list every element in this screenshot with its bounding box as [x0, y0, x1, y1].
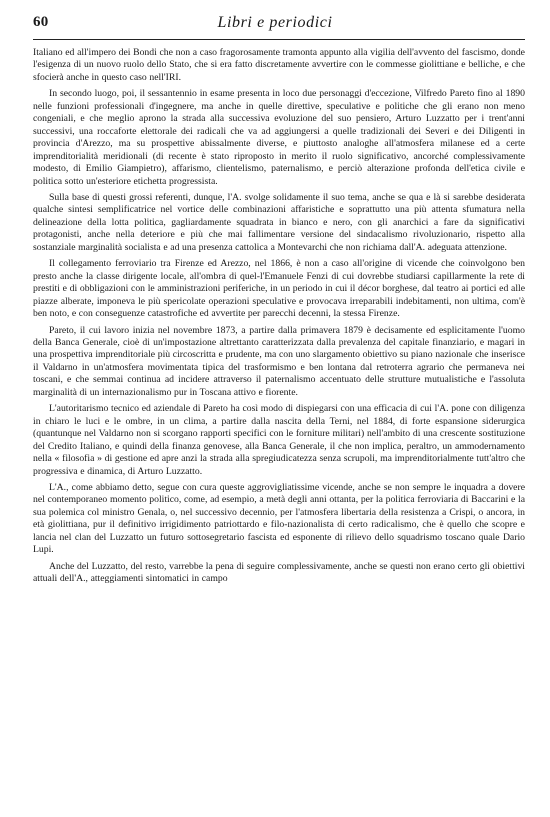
paragraph: L'autoritarismo tecnico ed aziendale di Pareto ha così modo di dispiegarsi con una efficacia di cui l'A. pone con diligenza in chiaro le luci e le ombre, in un clima, a partire dalla nascita della Terni, nel 1884, di forte espansione siderurgica (quantunque nel Valdarno non si scorgano rapporti specifici con le forniture militari) nell'ambito di una crescente sostituzione del Credito Italiano, e quindi della finanza genovese, alla Banca Generale, il che non implica, peraltro, un ammodernamento nella « filosofia » di gestione ed apre anzi la strada alla spregiudicatezza senza scrupoli, ma imprenditorialmente tutt'altro che progressiva e dinamica, di Arturo Luzzatto.: [33, 403, 525, 477]
paragraph: Italiano ed all'impero dei Bondi che non a caso fragorosamente tramonta appunto alla vigilia dell'avvento del fascismo, donde l'esigenza di un nuovo ruolo dello Stato, che si era fatto discretamente avvertire con le commesse giolittiane e belliche, e che sfocierà anche in questo caso nell'IRI.: [33, 47, 525, 83]
paragraph: In secondo luogo, poi, il sessantennio in esame presenta in loco due personaggi d'eccezione, Vilfredo Pareto fino al 1890 nelle funzioni professionali d'ingegnere, ma anche in quelle direttive, speculative e politiche che gli erano non meno congeniali, e che meglio aprono la strada alla successiva evoluzione del suo pensiero, Arturo Luzzatto per i trent'anni successivi, una roccaforte elettorale dei radicali che va ad aggiungersi a quelle tradizionali dei Severi e dei Diligenti in provincia d'Arezzo, ma su prospettive abissalmente diverse, e piuttosto analoghe all'atmosfera milanese ed a certe imprenditorialità meridionali (di recente è stato riproposto in merito il ruolo significativo, ancorché complessivamente modesto, di Emilio Giampietro), affarismo, clientelismo, paternalismo, e perciò alterazione profonda dell'etica civile e politica sotto un'esteriore etichetta progressista.: [33, 88, 525, 187]
paragraph: Anche del Luzzatto, del resto, varrebbe la pena di seguire complessivamente, anche se questi non erano certo gli obiettivi attuali dell'A., atteggiamenti sintomatici in campo: [33, 560, 525, 585]
header-rule: [33, 39, 525, 40]
body-text: [33, 47, 525, 586]
page-number: 60: [33, 14, 49, 30]
running-title: Libri e periodici: [217, 14, 333, 31]
paragraph: Pareto, il cui lavoro inizia nel novembre 1873, a partire dalla primavera 1879 è decisamente ed esplicitamente l'uomo della Banca Generale, cioè di un'impostazione altrettanto caratterizzata dalla prevalenza del capitale finanziario, e magari in una prospettiva imprenditoriale più circoscritta e prudente, ma con uno slargamento obiettivo su piano nazionale che inserisce il Valdarno in un'atmosfera movimentata tipica del trasformismo e ben lontana dal retroterra agrario che permaneva nei toscani, e che semmai continua ad incidere attraverso il paternalismo accentuato delle strutture mutualistiche e l'assoluta marginalità di un internazionalismo pur in Toscana attivo e fiorente.: [33, 324, 525, 398]
paragraph: Il collegamento ferroviario tra Firenze ed Arezzo, nel 1866, è non a caso all'origine di vicende che coinvolgono ben presto anche la classe dirigente locale, all'ombra di quel-l'Emanuele Fenzi di cui dovrebbe studiarsi capillarmente la rete di prestiti e di obbligazioni con le amministrazioni periferiche, in un periodo in cui il décor borghese, dal teatro ai portici ed alle piazze alberate, imponeva le più spericolate operazioni speculative e provocava irreparabili indebitamenti, non ultima, com'è ben noto, e con conseguenze catastrofiche ed avvertite per parecchi decenni, la stessa Firenze.: [33, 258, 525, 320]
paragraph: Sulla base di questi grossi referenti, dunque, l'A. svolge solidamente il suo tema, anche se qua e là si sarebbe desiderata qualche sintesi semplificatrice nel vortice delle combinazioni affaristiche e soprattutto una più attenta sfumatura nella delineazione della lotta politica, gagliardamente squadrata in bianco e nero, con gli anarchici a fare da significativi protagonisti, anche nella deteriore e più che mai fallimentare versione del sindacalismo rivoluzionario, rispetto alla sostanziale marginalità socialista e ad una presenza cattolica a Montevarchi che non richiama dall'A. adeguata attenzione.: [33, 191, 525, 253]
paragraph: L'A., come abbiamo detto, segue con cura queste aggrovigliatissime vicende, anche se non sempre le inquadra a dovere nel contemporaneo momento politico, come, ad esempio, a metà degli anni ottanta, per la politica ferroviaria di Baccarini e la sua polemica col ministro Genala, o, nel successivo decennio, per l'atmosfera libertaria della resistenza a Crispi, o ancora, in età giolittiana, pur il definitivo irrigidimento patriottardo e filo-nazionalista di certo radicalismo, che è quello che scopre e lancia nel clan del Luzzatto un futuro sottosegretario fascista ed esponente di rilievo dello squadrismo toscano quale Dario Lupi.: [33, 481, 525, 556]
